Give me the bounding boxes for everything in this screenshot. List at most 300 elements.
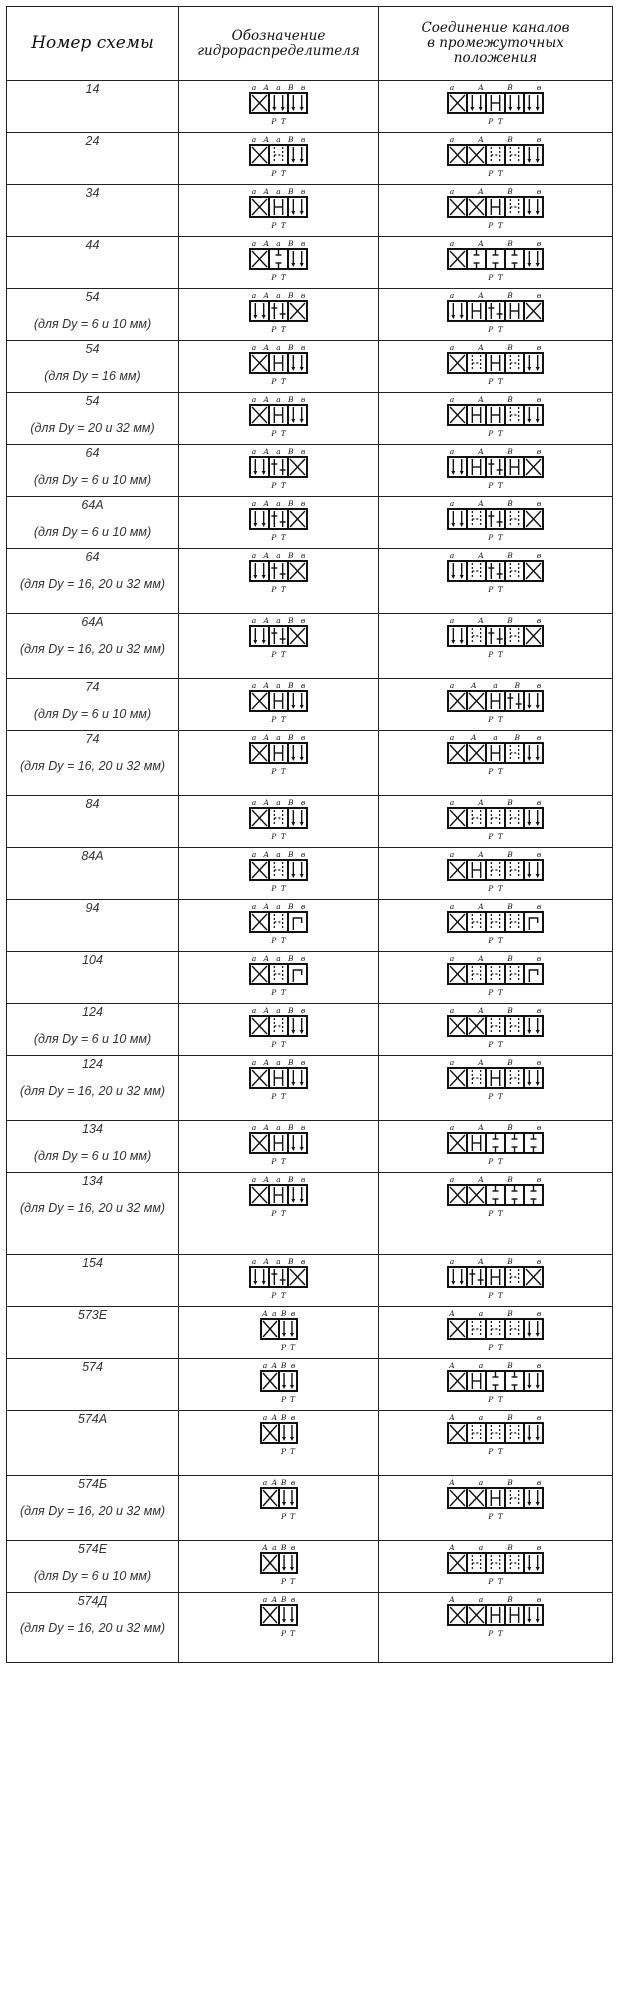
valve-symbol-cell xyxy=(179,393,379,445)
port-label: Т xyxy=(497,1092,503,1101)
port-label: а xyxy=(251,616,257,625)
port-label: Т xyxy=(497,429,503,438)
port-label: а xyxy=(478,1478,484,1487)
port-label: Р xyxy=(488,1629,494,1638)
port-label: Т xyxy=(280,936,286,945)
port-label: А xyxy=(263,850,270,859)
port-label: В xyxy=(507,850,513,859)
port-label: в xyxy=(536,135,542,144)
port-label: в xyxy=(300,1123,306,1132)
table-row xyxy=(7,341,613,393)
port-label: в xyxy=(300,83,306,92)
port-label: А xyxy=(449,1361,455,1370)
port-label: а xyxy=(449,551,455,560)
port-label: а xyxy=(251,1175,257,1184)
table-row xyxy=(7,1593,613,1663)
port-label: а xyxy=(251,1257,257,1266)
port-label: а xyxy=(449,187,455,196)
port-label: В xyxy=(507,1123,513,1132)
port-label: в xyxy=(536,395,542,404)
valve-symbol-cell xyxy=(179,1476,379,1541)
port-label: в xyxy=(536,239,542,248)
intermediate-symbol-cell xyxy=(379,341,613,393)
port-label: а xyxy=(449,733,455,742)
intermediate-symbol xyxy=(445,679,546,725)
port-label: Т xyxy=(497,650,503,659)
scheme-note: (для Dy = 16, 20 и 32 мм) xyxy=(19,1621,166,1635)
table-body xyxy=(7,81,613,1663)
port-label: Т xyxy=(497,273,503,282)
port-label: В xyxy=(507,1175,513,1184)
port-label: в xyxy=(300,1257,306,1266)
port-label: Т xyxy=(280,325,286,334)
intermediate-symbol-cell xyxy=(379,289,613,341)
port-label: А xyxy=(478,850,484,859)
intermediate-symbol-cell xyxy=(379,1004,613,1056)
intermediate-symbol xyxy=(445,185,546,231)
port-label: в xyxy=(300,616,306,625)
port-label: а xyxy=(276,447,281,456)
intermediate-symbol-cell xyxy=(379,1411,613,1476)
intermediate-symbol-cell xyxy=(379,1359,613,1411)
port-label: А xyxy=(478,551,484,560)
intermediate-symbol xyxy=(445,289,546,335)
port-label: Р xyxy=(280,1343,286,1352)
port-label: Р xyxy=(488,117,494,126)
scheme-number: 124 xyxy=(82,1057,103,1071)
valve-symbol-cell xyxy=(179,1004,379,1056)
port-label: а xyxy=(493,681,498,690)
valve-symbol xyxy=(247,848,310,894)
port-label: Т xyxy=(497,715,503,724)
port-label: Т xyxy=(497,1157,503,1166)
port-label: в xyxy=(536,83,542,92)
scheme-number-cell xyxy=(7,185,179,237)
port-label: Р xyxy=(488,1343,494,1352)
intermediate-symbol-cell xyxy=(379,1255,613,1307)
port-label: В xyxy=(280,1543,286,1552)
port-label: а xyxy=(251,1123,257,1132)
intermediate-symbol-cell xyxy=(379,1121,613,1173)
intermediate-symbol xyxy=(445,133,546,179)
port-label: Р xyxy=(271,481,277,490)
intermediate-symbol xyxy=(445,1541,546,1587)
scheme-number-cell xyxy=(7,1476,179,1541)
port-label: А xyxy=(263,499,270,508)
port-label: в xyxy=(536,616,542,625)
port-label: Р xyxy=(280,1577,286,1586)
scheme-number: 64 xyxy=(85,550,100,564)
port-label: а xyxy=(251,551,257,560)
port-label: а xyxy=(449,1257,455,1266)
port-label: Р xyxy=(271,1157,277,1166)
port-label: а xyxy=(276,239,281,248)
port-label: В xyxy=(287,551,294,560)
port-label: в xyxy=(536,1543,542,1552)
port-label: а xyxy=(449,135,455,144)
port-label: В xyxy=(287,681,294,690)
valve-symbol-cell xyxy=(179,731,379,796)
port-label: Р xyxy=(488,533,494,542)
port-label: а xyxy=(276,187,281,196)
port-label: в xyxy=(536,1595,542,1604)
port-label: А xyxy=(478,1175,484,1184)
scheme-number: 64 xyxy=(85,446,100,460)
port-label: в xyxy=(536,499,542,508)
intermediate-symbol xyxy=(445,848,546,894)
intermediate-symbol xyxy=(445,614,546,660)
port-label: В xyxy=(507,1413,513,1422)
port-label: В xyxy=(287,798,294,807)
port-label: А xyxy=(270,1413,277,1422)
port-label: Р xyxy=(488,1040,494,1049)
valve-symbol xyxy=(247,289,310,335)
port-label: а xyxy=(276,681,281,690)
valve-symbol-cell xyxy=(179,1121,379,1173)
port-label: в xyxy=(536,850,542,859)
scheme-number-cell xyxy=(7,1121,179,1173)
port-label: А xyxy=(478,1123,484,1132)
table-row xyxy=(7,1476,613,1541)
scheme-note: (для Dy = 16, 20 и 32 мм) xyxy=(19,642,166,656)
port-label: В xyxy=(287,1123,294,1132)
port-label: А xyxy=(478,1006,484,1015)
port-label: А xyxy=(478,954,484,963)
intermediate-symbol xyxy=(445,900,546,946)
port-label: в xyxy=(536,343,542,352)
scheme-note: (для Dy = 16, 20 и 32 мм) xyxy=(19,759,166,773)
valve-symbol xyxy=(247,237,310,283)
port-label: а xyxy=(449,616,455,625)
scheme-number: 94 xyxy=(85,901,100,915)
port-label: Р xyxy=(271,325,277,334)
valve-symbol xyxy=(258,1541,300,1587)
port-label: в xyxy=(536,551,542,560)
port-label: а xyxy=(276,1058,281,1067)
valve-symbol-cell xyxy=(179,81,379,133)
port-label: в xyxy=(536,447,542,456)
port-label: А xyxy=(263,616,270,625)
valve-symbol-cell xyxy=(179,1411,379,1476)
port-label: Т xyxy=(497,117,503,126)
valve-symbol-cell xyxy=(179,445,379,497)
scheme-number: 84А xyxy=(81,849,104,863)
intermediate-symbol-cell xyxy=(379,1173,613,1255)
port-label: В xyxy=(507,1478,513,1487)
scheme-number: 44 xyxy=(85,238,100,252)
intermediate-symbol xyxy=(445,796,546,842)
scheme-note: (для Dy = 16, 20 и 32 мм) xyxy=(19,1201,166,1215)
valve-symbol xyxy=(258,1359,300,1405)
valve-symbol xyxy=(247,900,310,946)
valve-symbol-cell xyxy=(179,289,379,341)
port-label: Т xyxy=(280,650,286,659)
port-label: а xyxy=(276,395,281,404)
port-label: Р xyxy=(271,1092,277,1101)
intermediate-symbol-cell xyxy=(379,497,613,549)
port-label: а xyxy=(449,1175,455,1184)
port-label: Р xyxy=(280,1395,286,1404)
port-label: Р xyxy=(488,832,494,841)
port-label: А xyxy=(263,395,270,404)
intermediate-symbol xyxy=(445,1121,546,1167)
port-label: в xyxy=(536,733,542,742)
header-valve-designation-line: Обозначение xyxy=(231,27,326,44)
scheme-number-cell xyxy=(7,1004,179,1056)
port-label: В xyxy=(287,1058,294,1067)
header-valve-designation xyxy=(179,7,379,81)
port-label: а xyxy=(251,135,257,144)
intermediate-symbol xyxy=(445,1255,546,1301)
port-label: в xyxy=(300,733,306,742)
port-label: В xyxy=(287,447,294,456)
port-label: Т xyxy=(280,1157,286,1166)
port-label: В xyxy=(514,733,521,742)
port-label: а xyxy=(251,291,257,300)
table-row xyxy=(7,497,613,549)
scheme-number: 154 xyxy=(82,1256,103,1270)
intermediate-symbol-cell xyxy=(379,81,613,133)
port-label: а xyxy=(449,83,455,92)
port-label: Т xyxy=(280,429,286,438)
port-label: Т xyxy=(280,585,286,594)
port-label: а xyxy=(251,395,257,404)
port-label: Р xyxy=(488,1092,494,1101)
port-label: Р xyxy=(488,377,494,386)
scheme-number: 54 xyxy=(85,394,100,408)
port-label: в xyxy=(300,447,306,456)
port-label: А xyxy=(449,1595,455,1604)
port-label: в xyxy=(300,551,306,560)
valve-symbol-cell xyxy=(179,1056,379,1121)
port-label: Р xyxy=(271,832,277,841)
valve-symbol-cell xyxy=(179,1255,379,1307)
table-row xyxy=(7,796,613,848)
port-label: в xyxy=(536,1175,542,1184)
valve-symbol xyxy=(247,133,310,179)
port-label: А xyxy=(449,1413,455,1422)
port-label: Т xyxy=(289,1577,295,1586)
port-label: а xyxy=(449,343,455,352)
intermediate-symbol-cell xyxy=(379,133,613,185)
port-label: Р xyxy=(271,533,277,542)
port-label: а xyxy=(271,1543,277,1552)
valve-symbol xyxy=(258,1476,300,1522)
port-label: в xyxy=(290,1543,295,1552)
port-label: в xyxy=(536,681,542,690)
port-label: Т xyxy=(497,936,503,945)
port-label: Р xyxy=(271,429,277,438)
port-label: Т xyxy=(497,1447,503,1456)
intermediate-symbol-cell xyxy=(379,1476,613,1541)
port-label: Т xyxy=(497,377,503,386)
scheme-number-cell xyxy=(7,952,179,1004)
port-label: В xyxy=(507,187,513,196)
port-label: Р xyxy=(488,1209,494,1218)
port-label: Р xyxy=(488,1512,494,1521)
port-label: А xyxy=(270,1478,277,1487)
port-label: в xyxy=(300,1058,306,1067)
port-label: А xyxy=(478,343,484,352)
port-label: Т xyxy=(289,1629,295,1638)
intermediate-symbol-cell xyxy=(379,1307,613,1359)
valve-symbol xyxy=(247,81,310,127)
port-label: а xyxy=(478,1543,484,1552)
scheme-number: 574Б xyxy=(78,1477,107,1491)
scheme-number: 573Е xyxy=(77,1308,108,1322)
port-label: В xyxy=(507,616,513,625)
port-label: Т xyxy=(497,221,503,230)
port-label: Т xyxy=(280,988,286,997)
valve-symbol-cell xyxy=(179,549,379,614)
valve-symbol-cell xyxy=(179,1593,379,1663)
scheme-number-cell xyxy=(7,445,179,497)
port-label: Т xyxy=(497,832,503,841)
port-label: Т xyxy=(280,767,286,776)
port-label: Р xyxy=(488,273,494,282)
valve-symbol xyxy=(247,952,310,998)
port-label: В xyxy=(287,135,294,144)
scheme-number-cell xyxy=(7,81,179,133)
port-label: в xyxy=(536,1123,542,1132)
port-label: А xyxy=(478,499,484,508)
scheme-note: (для Dy = 6 и 10 мм) xyxy=(33,1569,152,1583)
port-label: Т xyxy=(497,533,503,542)
port-label: в xyxy=(300,681,306,690)
scheme-number-cell xyxy=(7,679,179,731)
port-label: В xyxy=(280,1361,286,1370)
port-label: а xyxy=(251,83,257,92)
port-label: Т xyxy=(289,1512,295,1521)
intermediate-symbol-cell xyxy=(379,731,613,796)
intermediate-symbol-cell xyxy=(379,614,613,679)
valve-symbol-cell xyxy=(179,1307,379,1359)
port-label: А xyxy=(478,447,484,456)
header-channel-connection xyxy=(379,7,613,81)
port-label: А xyxy=(449,1309,455,1318)
scheme-number-cell xyxy=(7,848,179,900)
port-label: а xyxy=(251,447,257,456)
intermediate-symbol xyxy=(445,1307,546,1353)
table-row xyxy=(7,185,613,237)
table-row xyxy=(7,1255,613,1307)
port-label: а xyxy=(251,499,257,508)
intermediate-symbol-cell xyxy=(379,900,613,952)
valve-symbol xyxy=(247,1121,310,1167)
port-label: В xyxy=(287,733,294,742)
valve-symbol xyxy=(247,1255,310,1301)
port-label: А xyxy=(263,187,270,196)
header-scheme-number: Номер схемы xyxy=(7,7,179,81)
port-label: в xyxy=(290,1478,295,1487)
port-label: А xyxy=(478,83,484,92)
port-label: в xyxy=(300,187,306,196)
port-label: В xyxy=(507,1309,513,1318)
header-channel-connection-line: в промежуточных xyxy=(427,35,564,51)
port-label: Т xyxy=(280,377,286,386)
port-label: в xyxy=(300,902,306,911)
port-label: В xyxy=(507,499,513,508)
port-label: в xyxy=(300,343,306,352)
scheme-note: (для Dy = 6 и 10 мм) xyxy=(33,707,152,721)
intermediate-symbol xyxy=(445,1476,546,1522)
valve-symbol-cell xyxy=(179,1541,379,1593)
port-label: В xyxy=(287,291,294,300)
port-label: а xyxy=(276,1123,281,1132)
port-label: А xyxy=(263,798,270,807)
table-row xyxy=(7,1173,613,1255)
port-label: А xyxy=(261,1543,268,1552)
port-label: Р xyxy=(280,1512,286,1521)
port-label: Т xyxy=(497,767,503,776)
table-row xyxy=(7,1541,613,1593)
port-label: В xyxy=(287,1257,294,1266)
port-label: Р xyxy=(271,884,277,893)
valve-symbol-cell xyxy=(179,1173,379,1255)
port-label: в xyxy=(290,1309,295,1318)
port-label: а xyxy=(251,733,257,742)
port-label: В xyxy=(287,499,294,508)
port-label: в xyxy=(536,187,542,196)
scheme-number: 64А xyxy=(81,498,104,512)
scheme-number: 64А xyxy=(81,615,104,629)
header-channel-connection-line: Соединение каналов xyxy=(421,20,570,36)
intermediate-symbol-cell xyxy=(379,1593,613,1663)
port-label: Р xyxy=(271,936,277,945)
port-label: А xyxy=(263,239,270,248)
intermediate-symbol-cell xyxy=(379,549,613,614)
table-row xyxy=(7,952,613,1004)
port-label: а xyxy=(276,616,281,625)
port-label: В xyxy=(507,135,513,144)
port-label: в xyxy=(300,395,306,404)
scheme-number-cell xyxy=(7,731,179,796)
valve-symbol xyxy=(258,1411,300,1457)
table-row xyxy=(7,679,613,731)
scheme-number: 74 xyxy=(85,680,100,694)
scheme-number-cell xyxy=(7,796,179,848)
port-label: а xyxy=(251,343,257,352)
port-label: в xyxy=(536,1058,542,1067)
port-label: А xyxy=(478,1257,484,1266)
port-label: Р xyxy=(271,377,277,386)
port-label: А xyxy=(449,1478,455,1487)
port-label: а xyxy=(449,239,455,248)
scheme-number-cell xyxy=(7,1255,179,1307)
table-row xyxy=(7,445,613,497)
intermediate-symbol-cell xyxy=(379,445,613,497)
header-valve-designation-line: гидрораспределителя xyxy=(197,42,360,59)
valve-symbol-cell xyxy=(179,796,379,848)
port-label: Т xyxy=(280,533,286,542)
port-label: Р xyxy=(271,1040,277,1049)
port-label: Р xyxy=(271,273,277,282)
port-label: в xyxy=(536,1361,542,1370)
port-label: В xyxy=(287,343,294,352)
intermediate-symbol-cell xyxy=(379,393,613,445)
port-label: а xyxy=(276,798,281,807)
port-label: а xyxy=(251,239,257,248)
valve-symbol-cell xyxy=(179,679,379,731)
port-label: а xyxy=(276,343,281,352)
port-label: а xyxy=(449,954,455,963)
port-label: Т xyxy=(497,1512,503,1521)
scheme-note: (для Dy = 6 и 10 мм) xyxy=(33,1149,152,1163)
valve-symbol-cell xyxy=(179,848,379,900)
intermediate-symbol xyxy=(445,1593,546,1639)
port-label: А xyxy=(263,954,270,963)
port-label: а xyxy=(493,733,498,742)
